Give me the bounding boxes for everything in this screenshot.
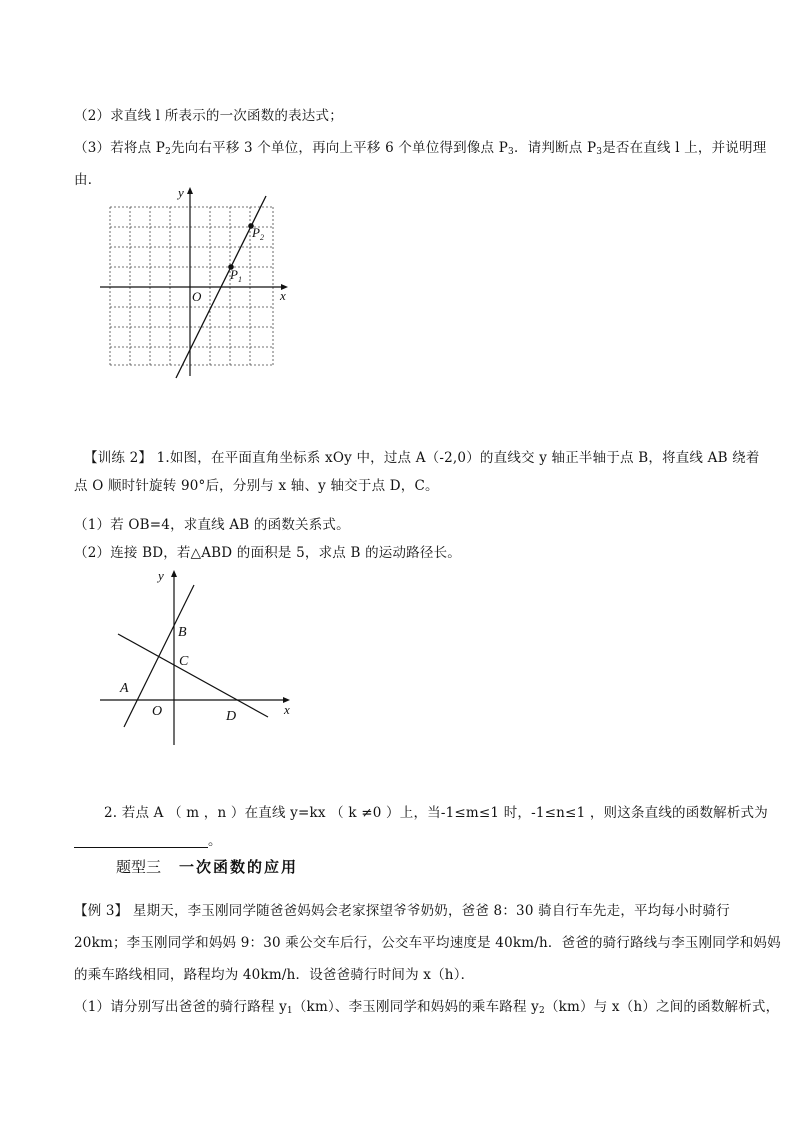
y-axis-arrow — [171, 570, 177, 577]
question-2-text: （2）求直线 l 所表示的一次函数的表达式； — [74, 108, 343, 124]
p1-label: $P_1$ — [230, 267, 242, 284]
point-b-label: B — [178, 625, 187, 640]
answer-blank — [74, 834, 208, 848]
question-two-answer-line: 。 — [74, 829, 222, 849]
y-axis-arrow — [187, 187, 193, 194]
training-2-text: 【训练 2】 1.如图，在平面直角坐标系 xOy 中，过点 A（-2,0）的直线交 y 轴正半轴于点 B，将直线 AB 绕着 — [84, 450, 760, 466]
example-3-question-1: （1）请分别写出爸爸的骑行路程 $y_1(km)$、李玉刚同学和妈妈的乘车路程 $y_2(km)$与 x（h）之间的函数解析式， — [74, 999, 780, 1016]
figure-lines-ab-cd — [98, 565, 302, 750]
figure-grid-line-l — [96, 180, 296, 385]
p2-label: $P_2$ — [252, 225, 264, 242]
example-3-text-cont2: 的乘车路线相同，路程均为 40km/h．设爸爸骑行时间为 x（h）． — [74, 967, 475, 983]
origin-label: O — [192, 289, 202, 304]
line-cd — [118, 634, 268, 717]
x-axis-label: x — [280, 288, 286, 303]
question-two-text: 2. 若点 A （ m ，n ）在直线 y=kx （ k ≠0 ）上，当-1≤m≤1 时，-1≤n≤1 ，则这条直线的函数解析式为 — [104, 805, 768, 821]
y-axis-label: y — [158, 568, 164, 583]
section-heading — [116, 856, 298, 877]
grid — [101, 207, 273, 365]
point-c-label: C — [179, 654, 189, 669]
section-label: 题型三 — [116, 858, 162, 876]
example-3-text-cont1: 20km；李玉刚同学和妈妈 9：30 乘公交车后行，公交车平均速度是 40km/h．爸爸的骑行路线与李玉刚同学和妈妈 — [74, 935, 781, 951]
point-d-label: D — [226, 709, 237, 724]
training-2-question-1: （1）若 OB=4，求直线 AB 的函数关系式。 — [74, 517, 350, 533]
origin-label: O — [152, 704, 163, 719]
training-2-text-cont: 点 O 顺时针旋转 90°后，分别与 x 轴、y 轴交于点 D，C。 — [74, 478, 439, 494]
x-axis-label: x — [284, 702, 290, 717]
training-2-question-2: （2）连接 BD，若△ABD 的面积是 5，求点 B 的运动路径长。 — [74, 545, 461, 561]
section-title: 一次函数的应用 — [179, 858, 299, 876]
point-a-label: A — [120, 681, 129, 696]
example-3-text: 【例 3】 星期天，李玉刚同学随爸爸妈妈会老家探望爷爷奶奶，爸爸 8：30 骑自行车先走，平均每小时骑行 — [74, 903, 730, 919]
question-3-text-cont: 由． — [74, 172, 102, 188]
y-axis-label: y — [178, 185, 184, 200]
question-3-text: （3）若将点 $P_2$先向右平移 3 个单位，再向上平移 6 个单位得到像点 $P_3$．请判断点 $P_3$是否在直线 l 上，并说明理 — [74, 140, 767, 157]
